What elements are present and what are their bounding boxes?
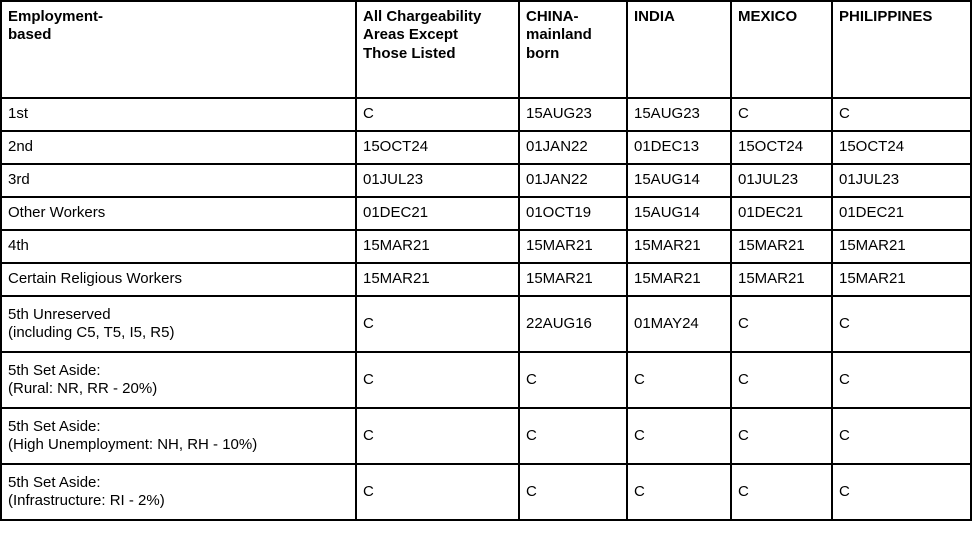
cell-mexico: C <box>731 352 832 408</box>
cell-china: 15MAR21 <box>519 230 627 263</box>
column-header-china-line-1: CHINA- <box>526 8 579 25</box>
column-header-china <box>519 1 627 98</box>
cell-india: 15AUG14 <box>627 164 731 197</box>
table-row <box>1 352 971 408</box>
cell-philippines: 01JUL23 <box>832 164 971 197</box>
row-category <box>1 464 356 520</box>
cell-china: C <box>519 352 627 408</box>
cell-china: C <box>519 464 627 520</box>
column-header-category-line-2: based <box>8 26 52 44</box>
cell-mexico: 15MAR21 <box>731 263 832 296</box>
cell-india: 01DEC13 <box>627 131 731 164</box>
cell-philippines: C <box>832 352 971 408</box>
cell-all-areas: 15MAR21 <box>356 230 519 263</box>
cell-mexico: C <box>731 98 832 131</box>
row-category-line-1: 3rd <box>8 171 30 189</box>
cell-india: 15MAR21 <box>627 263 731 296</box>
cell-china: 01JAN22 <box>519 164 627 197</box>
column-header-china-line-2: mainland <box>526 26 592 44</box>
row-category <box>1 296 356 352</box>
cell-philippines: C <box>832 408 971 464</box>
cell-india: C <box>627 464 731 520</box>
cell-philippines: 15MAR21 <box>832 263 971 296</box>
cell-mexico: C <box>731 296 832 352</box>
cell-all-areas: C <box>356 408 519 464</box>
row-category <box>1 197 356 230</box>
cell-mexico: 01DEC21 <box>731 197 832 230</box>
row-category-line-1: 5th Set Aside: <box>8 473 101 491</box>
column-header-mexico <box>731 1 832 98</box>
row-category-line-1: 2nd <box>8 138 34 156</box>
table-row <box>1 464 971 520</box>
row-category <box>1 408 356 464</box>
cell-mexico: 15OCT24 <box>731 131 832 164</box>
row-category <box>1 164 356 197</box>
row-category-line-1: 5th Set Aside: <box>8 361 101 379</box>
cell-india: C <box>627 352 731 408</box>
table-row <box>1 164 971 197</box>
row-category-line-1: 1st <box>8 105 29 123</box>
row-category-line-1: 4th <box>8 237 29 255</box>
cell-china: 15AUG23 <box>519 98 627 131</box>
table-row <box>1 197 971 230</box>
row-category <box>1 263 356 296</box>
row-category-line-2: (Rural: NR, RR - 20%) <box>8 380 158 397</box>
row-category-line-2: (High Unemployment: NH, RH - 10%) <box>8 436 258 453</box>
cell-mexico: 01JUL23 <box>731 164 832 197</box>
table-header-row <box>1 1 971 98</box>
cell-china: 22AUG16 <box>519 296 627 352</box>
column-header-india <box>627 1 731 98</box>
table-row <box>1 98 971 131</box>
column-header-all-areas-line-1: All Chargeability <box>363 8 482 25</box>
cell-philippines: C <box>832 464 971 520</box>
table-header <box>1 1 971 98</box>
table-row <box>1 230 971 263</box>
row-category-line-2: (Infrastructure: RI - 2%) <box>8 492 165 509</box>
cell-all-areas: 01DEC21 <box>356 197 519 230</box>
cell-china: 15MAR21 <box>519 263 627 296</box>
column-header-all-areas-line-2: Areas Except <box>363 26 459 44</box>
row-category-line-1: 5th Set Aside: <box>8 417 101 435</box>
cell-all-areas: 01JUL23 <box>356 164 519 197</box>
table-row <box>1 296 971 352</box>
column-header-category-line-1: Employment- <box>8 8 104 25</box>
cell-philippines: 15MAR21 <box>832 230 971 263</box>
cell-all-areas: C <box>356 464 519 520</box>
cell-philippines: C <box>832 98 971 131</box>
cell-all-areas: 15OCT24 <box>356 131 519 164</box>
table-row <box>1 263 971 296</box>
column-header-mexico-line-1: MEXICO <box>738 8 798 25</box>
cell-china: 01JAN22 <box>519 131 627 164</box>
cell-india: 15AUG23 <box>627 98 731 131</box>
column-header-philippines-line-1: PHILIPPINES <box>839 8 933 25</box>
column-header-china-line-3: born <box>526 44 560 62</box>
cell-india: 15AUG14 <box>627 197 731 230</box>
cell-india: C <box>627 408 731 464</box>
cell-mexico: C <box>731 408 832 464</box>
row-category <box>1 230 356 263</box>
cell-all-areas: C <box>356 352 519 408</box>
column-header-all-areas-line-3: Those Listed <box>363 44 456 62</box>
cell-china: 01OCT19 <box>519 197 627 230</box>
cell-philippines: 15OCT24 <box>832 131 971 164</box>
row-category <box>1 131 356 164</box>
cell-china: C <box>519 408 627 464</box>
row-category-line-1: 5th Unreserved <box>8 305 111 323</box>
table-row <box>1 131 971 164</box>
cell-all-areas: 15MAR21 <box>356 263 519 296</box>
table-body <box>1 98 971 520</box>
row-category-line-1: Certain Religious Workers <box>8 270 182 288</box>
cell-mexico: 15MAR21 <box>731 230 832 263</box>
column-header-philippines <box>832 1 971 98</box>
column-header-all-areas <box>356 1 519 98</box>
cell-all-areas: C <box>356 98 519 131</box>
row-category-line-2: (including C5, T5, I5, R5) <box>8 324 175 341</box>
cell-philippines: C <box>832 296 971 352</box>
row-category <box>1 352 356 408</box>
cell-all-areas: C <box>356 296 519 352</box>
row-category <box>1 98 356 131</box>
cell-mexico: C <box>731 464 832 520</box>
cell-philippines: 01DEC21 <box>832 197 971 230</box>
cell-india: 01MAY24 <box>627 296 731 352</box>
column-header-india-line-1: INDIA <box>634 8 675 25</box>
cell-india: 15MAR21 <box>627 230 731 263</box>
row-category-line-1: Other Workers <box>8 204 106 222</box>
table-row <box>1 408 971 464</box>
column-header-category <box>1 1 356 98</box>
